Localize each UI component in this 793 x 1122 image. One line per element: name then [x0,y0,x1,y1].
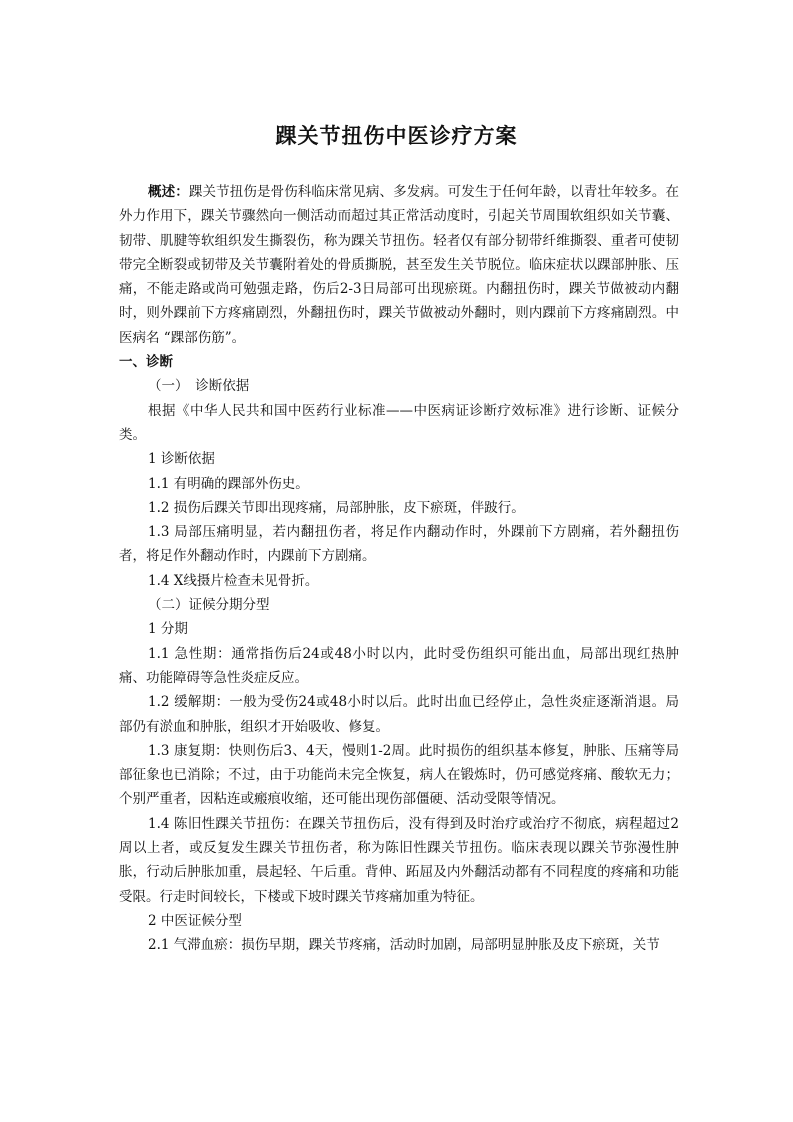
document-body [119,180,679,958]
stage-1-1: 1.1 急性期：通常指伤后24或48小时以内，此时受伤组织可能出血，局部出现红热肿痛、功能障碍等急性炎症反应。 [119,645,679,686]
subheading-diagnosis-basis: （一） 诊断依据 [148,378,250,395]
section-heading-diagnosis: 一、诊断 [119,354,173,371]
stage-1: 1 分期 [148,621,188,638]
item-1-2: 1.2 损伤后踝关节即出现疼痛，局部肿胀，皮下瘀斑，伴跛行。 [148,499,525,516]
overview-text: 踝关节扭伤是骨伤科临床常见病、多发病。可发生于任何年龄，以青壮年较多。在外力作用下，踝关节骤然向一侧活动而超过其正常活动度时，引起关节周围软组织如关节囊、韧带、肌腱等软组织发生撕裂伤，称为踝关节扭伤。轻者仅有部分韧带纤维撕裂、重者可使韧带完全断裂或韧带及关节囊附着处的骨质撕脱，甚至发生关节脱位。临床症状以踝部肿胀、压痛，不能走路或尚可勉强走路，伤后2-3日局部可出现瘀斑。内翻扭伤时，踝关节做被动内翻时，则外踝前下方疼痛剧烈，外翻扭伤时，踝关节做被动外翻时，则内踝前下方疼痛剧烈。中医病名 “踝部伤筋”。 [119,184,680,346]
item-1: 1 诊断依据 [148,451,215,468]
stage-1-2: 1.2 缓解期：一般为受伤24或48小时以后。此时出血已经停止，急性炎症逐渐消退。局部仍有淤血和肿胀，组织才开始吸收、修复。 [119,694,679,735]
stage-1-3: 1.3 康复期：快则伤后3、4天，慢则1-2周。此时损伤的组织基本修复，肿胀、压痛等局部征象也已消除；不过，由于功能尚未完全恢复，病人在锻炼时，仍可感觉疼痛、酸软无力；个别严重者，因粘连或瘢痕收缩，还可能出现伤部僵硬、活动受限等情况。 [119,742,679,808]
tcm-2-1: 2.1 气滞血瘀：损伤早期，踝关节疼痛，活动时加剧，局部明显肿胀及皮下瘀斑，关节 [148,937,660,954]
item-1-1: 1.1 有明确的踝部外伤史。 [148,475,309,492]
item-1-4: 1.4 X线摄片检查未见骨折。 [148,572,319,589]
subheading-syndrome-staging: （二）证候分期分型 [148,597,270,614]
tcm-2: 2 中医证候分型 [148,912,242,929]
document-title: 踝关节扭伤中医诊疗方案 [275,123,518,148]
overview-label: 概述： [148,184,189,200]
item-1-3: 1.3 局部压痛明显，若内翻扭伤者，将足作内翻动作时，外踝前下方剧痛，若外翻扭伤者，将足作外翻动作时，内踝前下方剧痛。 [119,524,679,565]
stage-1-4: 1.4 陈旧性踝关节扭伤：在踝关节扭伤后，没有得到及时治疗或治疗不彻底，病程超过2周以上者，或反复发生踝关节扭伤者，称为陈旧性踝关节扭伤。临床表现以踝关节弥漫性肿胀，行动后肿胀加重，晨起轻、午后重。背伸、跖屈及内外翻活动都有不同程度的疼痛和功能受限。行走时间较长，下楼或下坡时踝关节疼痛加重为特征。 [119,815,679,905]
basis-paragraph: 根据《中华人民共和国中医药行业标准——中医病证诊断疗效标准》进行诊断、证候分类。 [119,402,679,443]
overview-paragraph [119,180,679,350]
